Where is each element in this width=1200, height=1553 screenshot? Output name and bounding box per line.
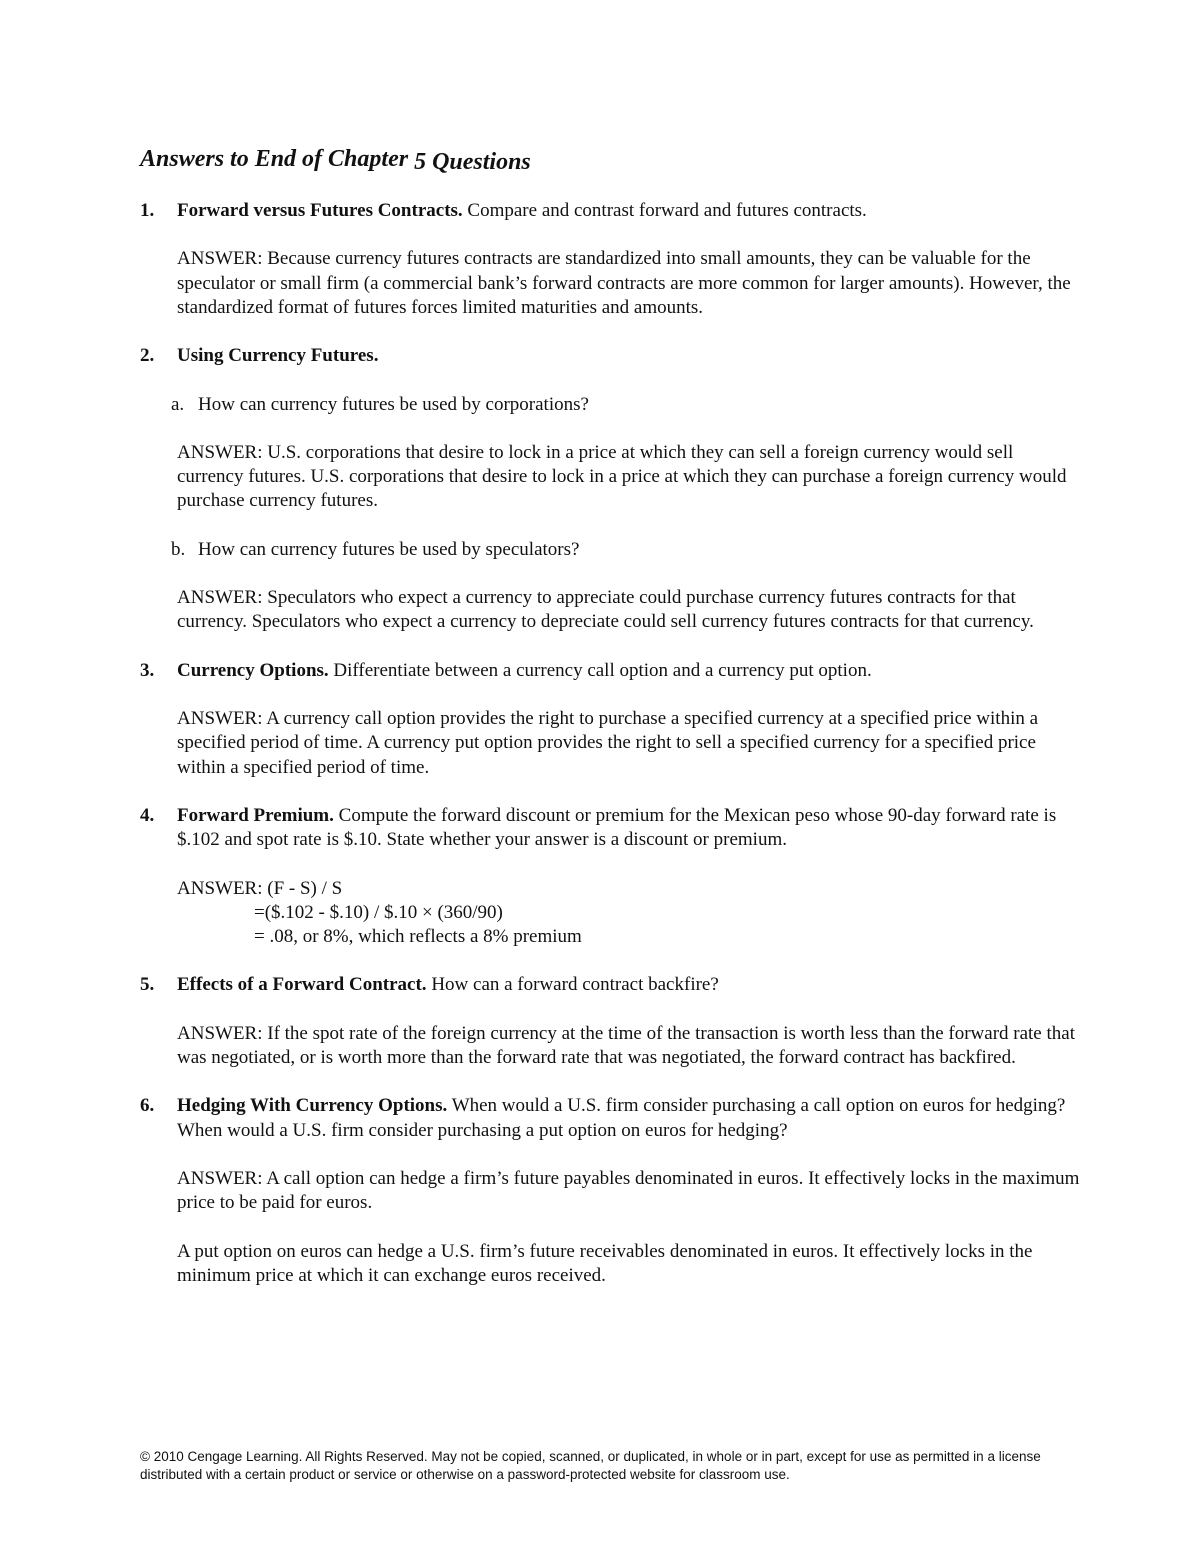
question-heading: Using Currency Futures. <box>177 345 379 367</box>
question-5 <box>140 973 1080 997</box>
question-number: 2. <box>140 345 155 367</box>
title-part-1: Answers to End of Chapter <box>140 146 409 172</box>
answer-4-line-2: =($.102 - $.10) / $.10 × (360/90) <box>254 901 503 923</box>
question-3 <box>140 659 1080 683</box>
sub-question-text: How can currency futures be used by speculators? <box>198 538 580 560</box>
question-2 <box>140 344 1080 368</box>
sub-question-text: How can currency futures be used by corporations? <box>198 393 589 415</box>
question-heading: Currency Options. <box>177 659 329 681</box>
question-text: Compare and contrast forward and futures contracts. <box>462 200 867 221</box>
answer-1: ANSWER: Because currency futures contracts are standardized into small amounts, they can be valuable for the speculator or small firm (a commercial bank’s forward contracts are more common for larger amounts). However, the standardized format of futures forces limited maturities and amounts. <box>177 248 1071 318</box>
sub-question-label: a. <box>171 393 185 415</box>
answer-2b: ANSWER: Speculators who expect a currency to appreciate could purchase currency futures contracts for that currency. Speculators who expect a currency to depreciate could sell currency futures contracts for that currency. <box>177 587 1034 633</box>
copyright-footer: © 2010 Cengage Learning. All Rights Reserved. May not be copied, scanned, or duplicated, in whole or in part, except for use as permitted in a license distributed with a certain product or service or otherwise on a password-protected website for classroom use. <box>140 1449 1041 1482</box>
question-number: 6. <box>140 1095 155 1117</box>
answer-4 <box>177 877 1080 950</box>
question-number: 5. <box>140 974 155 996</box>
question-heading: Hedging With Currency Options. <box>177 1095 448 1117</box>
answer-2a: ANSWER: U.S. corporations that desire to lock in a price at which they can sell a foreign currency would sell currency futures. U.S. corporations that desire to lock in a price at which they can purchase a foreign currency would purchase currency futures. <box>177 441 1067 512</box>
document-body <box>140 199 1080 1312</box>
question-text: Compute the forward discount or premium for the Mexican peso whose 90-day forward rate is $.102 and spot rate is $.10. State whether your answer is a discount or premium. <box>177 804 1057 851</box>
question-number: 1. <box>140 200 155 221</box>
question-heading: Forward Premium. <box>177 804 334 826</box>
question-text: When would a U.S. firm consider purchasing a call option on euros for hedging? When would a U.S. firm consider purchasing a put option on euros for hedging? <box>177 1095 1066 1141</box>
answer-5: ANSWER: If the spot rate of the foreign currency at the time of the transaction is worth less than the forward rate that was negotiated, or is worth more than the forward rate that was negotiated, the forward contract has backfired. <box>177 1022 1075 1068</box>
question-number: 3. <box>140 659 155 681</box>
question-heading: Effects of a Forward Contract. <box>177 974 427 996</box>
question-text: Differentiate between a currency call option and a currency put option. <box>328 659 872 681</box>
question-number: 4. <box>140 804 155 826</box>
page-title <box>140 144 531 174</box>
answer-4-line-1: ANSWER: (F - S) / S <box>177 877 343 899</box>
sub-question-2a <box>140 393 1080 417</box>
title-part-2: 5 Questions <box>414 149 531 175</box>
question-6 <box>140 1094 1080 1142</box>
question-4 <box>140 804 1080 852</box>
answer-3: ANSWER: A currency call option provides the right to purchase a specified currency at a specified price within a specified period of time. A currency put option provides the right to sell a specified currency for a specified price within a specified period of time. <box>177 708 1039 778</box>
question-text: How can a forward contract backfire? <box>426 974 719 996</box>
answer-6-part-1: ANSWER: A call option can hedge a firm’s future payables denominated in euros. It effectively locks in the maximum price to be paid for euros. <box>177 1167 1080 1214</box>
question-1 <box>140 199 1080 223</box>
sub-question-label: b. <box>171 538 186 560</box>
answer-4-line-3: = .08, or 8%, which reflects a 8% premium <box>254 925 582 947</box>
answer-6-part-2: A put option on euros can hedge a U.S. firm’s future receivables denominated in euros. It effectively locks in the minimum price at which it can exchange euros received. <box>177 1240 1033 1286</box>
sub-question-2b <box>140 538 1080 562</box>
question-heading: Forward versus Futures Contracts. <box>177 200 463 221</box>
